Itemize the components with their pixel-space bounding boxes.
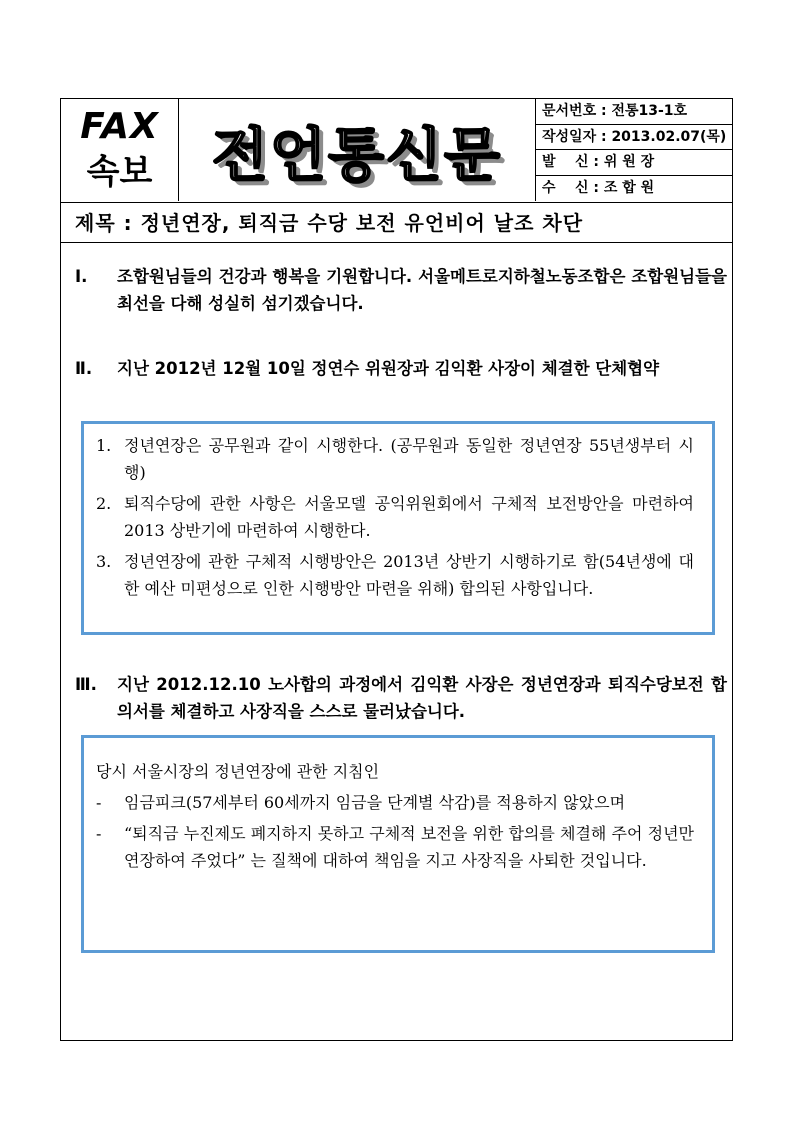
guideline-item — [96, 789, 694, 816]
item-bullet: - — [96, 824, 102, 843]
fax-label-block — [61, 99, 179, 201]
agreement-item — [96, 490, 694, 544]
guideline-box — [81, 735, 715, 953]
section-number: Ⅲ. — [75, 675, 97, 694]
agreement-box — [81, 421, 715, 635]
agreement-item — [96, 548, 694, 602]
item-number: 3. — [96, 552, 112, 571]
item-text: 정년연장에 관한 구체적 시행방안은 2013년 상반기 시행하기로 함(54년생에 대한 예산 미편성으로 인한 시행방안 마련을 위해) 합의된 사항입니다. — [124, 552, 694, 598]
item-text: “퇴직금 누진제도 폐지하지 못하고 구체적 보전을 위한 합의를 체결해 주어 정년만 연장하여 주었다” 는 질책에 대하여 책임을 지고 사장직을 사퇴한 것입니다. — [124, 824, 694, 870]
guideline-title: 당시 서울시장의 정년연장에 관한 지침인 — [96, 762, 380, 781]
guideline-item — [96, 820, 694, 874]
document-meta-table — [535, 99, 732, 201]
section-text: 지난 2012년 12월 10일 정연수 위원장과 김익환 사장이 체결한 단체협약 — [117, 359, 660, 378]
agreement-item — [96, 432, 694, 486]
meta-recipient: 수 신 : 조 합 원 — [542, 179, 655, 196]
item-number: 1. — [96, 436, 112, 455]
section-2 — [75, 355, 727, 382]
urgent-label: 속보 — [86, 152, 153, 192]
section-3 — [75, 671, 727, 725]
section-text: 지난 2012.12.10 노사합의 과정에서 김익환 사장은 정년연장과 퇴직수당보전 합의서를 체결하고 사장직을 스스로 물러났습니다. — [117, 675, 727, 721]
item-bullet: - — [96, 793, 102, 812]
meta-sender: 발 신 : 위 원 장 — [536, 150, 732, 176]
item-text: 임금피크(57세부터 60세까지 임금을 단계별 삭감)를 적용하지 않았으며 — [124, 793, 626, 812]
document-type-title: 전언통신문 — [211, 121, 503, 189]
section-text: 조합원님들의 건강과 행복을 기원합니다. 서울메트로지하철노동조합은 조합원님들을 최선을 다해 성실히 섬기겠습니다. — [117, 267, 727, 313]
fax-document-frame — [60, 98, 733, 1041]
document-subject: 제목 : 정년연장, 퇴직금 수당 보전 유언비어 날조 차단 — [61, 203, 732, 243]
meta-date: 작성일자 : 2013.02.07(목) — [536, 125, 732, 151]
document-header — [61, 99, 732, 203]
section-number: Ⅱ. — [75, 359, 93, 378]
item-number: 2. — [96, 494, 112, 513]
item-text: 퇴직수당에 관한 사항은 서울모델 공익위원회에서 구체적 보전방안을 마련하여 2013 상반기에 마련하여 시행한다. — [124, 494, 694, 540]
section-number: Ⅰ. — [75, 267, 88, 286]
section-1 — [75, 263, 727, 317]
fax-label: FAX — [80, 106, 159, 147]
meta-doc-number: 문서번호 : 전통13-1호 — [536, 99, 732, 125]
item-text: 정년연장은 공무원과 같이 시행한다. (공무원과 동일한 정년연장 55년생부터 시행) — [124, 436, 694, 482]
